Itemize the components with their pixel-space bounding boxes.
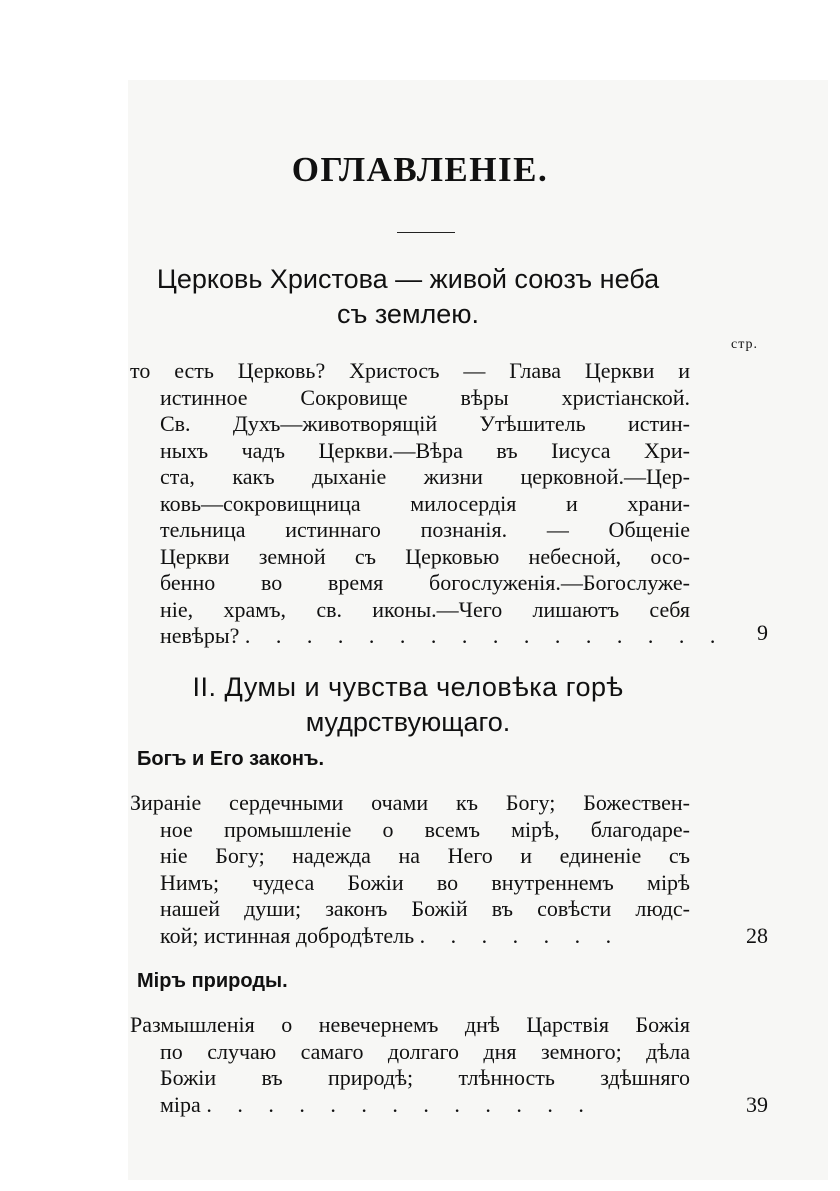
leader-dots: . . . . . . . . . . . . . (206, 1091, 594, 1117)
section-heading-1-line2: съ землею. (336, 299, 480, 329)
title-divider (397, 232, 455, 233)
entry-line-text: міра (160, 1091, 201, 1117)
page-title: ОГЛАВЛЕНІЕ. (291, 150, 549, 189)
toc-entry-church (130, 358, 726, 650)
entry-line: то есть Церковь? Христосъ — Глава Церкви и (130, 358, 690, 383)
entry-line: ніе Богу; надежда на Него и единеніе съ (160, 843, 690, 868)
entry-line: тельница истиннаго познанія. — Общеніе (160, 517, 690, 542)
entry-line: нашей души; законъ Божій въ совѣсти людс- (160, 896, 690, 921)
section-heading-2-line1: II. Думы и чувства человѣка горѣ (192, 672, 624, 702)
section-heading-2 (128, 670, 688, 740)
subsection-heading-god: Богъ и Его законъ. (137, 748, 325, 770)
subsection-heading-nature: Міръ природы. (137, 970, 288, 992)
entry-line: Зираніе сердечными очами къ Богу; Божествен- (130, 790, 690, 815)
entry-line-text: кой; истинная добродѣтель (160, 922, 415, 948)
entry-line: ніе, храмъ, св. иконы.—Чего лишаютъ себя (160, 596, 690, 622)
entry-line-text: невѣры? (160, 623, 240, 648)
page-number: 9 (757, 620, 768, 645)
section-heading-2-line2: мудрствующаго. (305, 707, 511, 737)
page-column-label: стр. (731, 337, 759, 352)
entry-line: Размышленія о невечернемъ днѣ Царствія Божія (130, 1012, 690, 1037)
entry-line: ковь—сокровищница милосердія и храни- (160, 490, 690, 516)
entry-line (130, 1092, 690, 1119)
leader-dots: . . . . . . . . . . . . . . . . (244, 623, 726, 648)
entry-line: Св. Духъ—животворящій Утѣшитель истин- (160, 411, 690, 436)
entry-line: ста, какъ дыханіе жизни церковной.—Цер- (160, 464, 690, 489)
entry-line: Церкви земной съ Церковью небесной, осо- (160, 543, 690, 569)
entry-line: Божіи въ природѣ; тлѣнность здѣшняго (160, 1065, 690, 1090)
entry-line (130, 623, 726, 650)
entry-line: Нимъ; чудеса Божіи во внутреннемъ мірѣ (160, 869, 690, 895)
entry-line: истинное Сокровище вѣры христіанской. (160, 384, 690, 410)
entry-line (130, 923, 690, 950)
section-heading-1 (128, 262, 688, 332)
entry-line: ное промышленіе о всемъ мірѣ, благодаре- (160, 816, 690, 842)
entry-line: по случаю самаго долгаго дня земного; дѣла (160, 1038, 690, 1064)
leader-dots: . . . . . . . (419, 922, 622, 948)
entry-line: бенно во время богослуженія.—Богослуже- (160, 570, 690, 595)
toc-entry-nature (130, 1012, 690, 1118)
page-number: 28 (746, 923, 768, 948)
toc-entry-god (130, 790, 690, 949)
page-number: 39 (746, 1092, 768, 1117)
entry-line: ныхъ чадъ Церкви.—Вѣра въ Іисуса Хри- (160, 437, 690, 463)
section-heading-1-line1: Церковь Христова — живой союзъ неба (156, 264, 660, 294)
